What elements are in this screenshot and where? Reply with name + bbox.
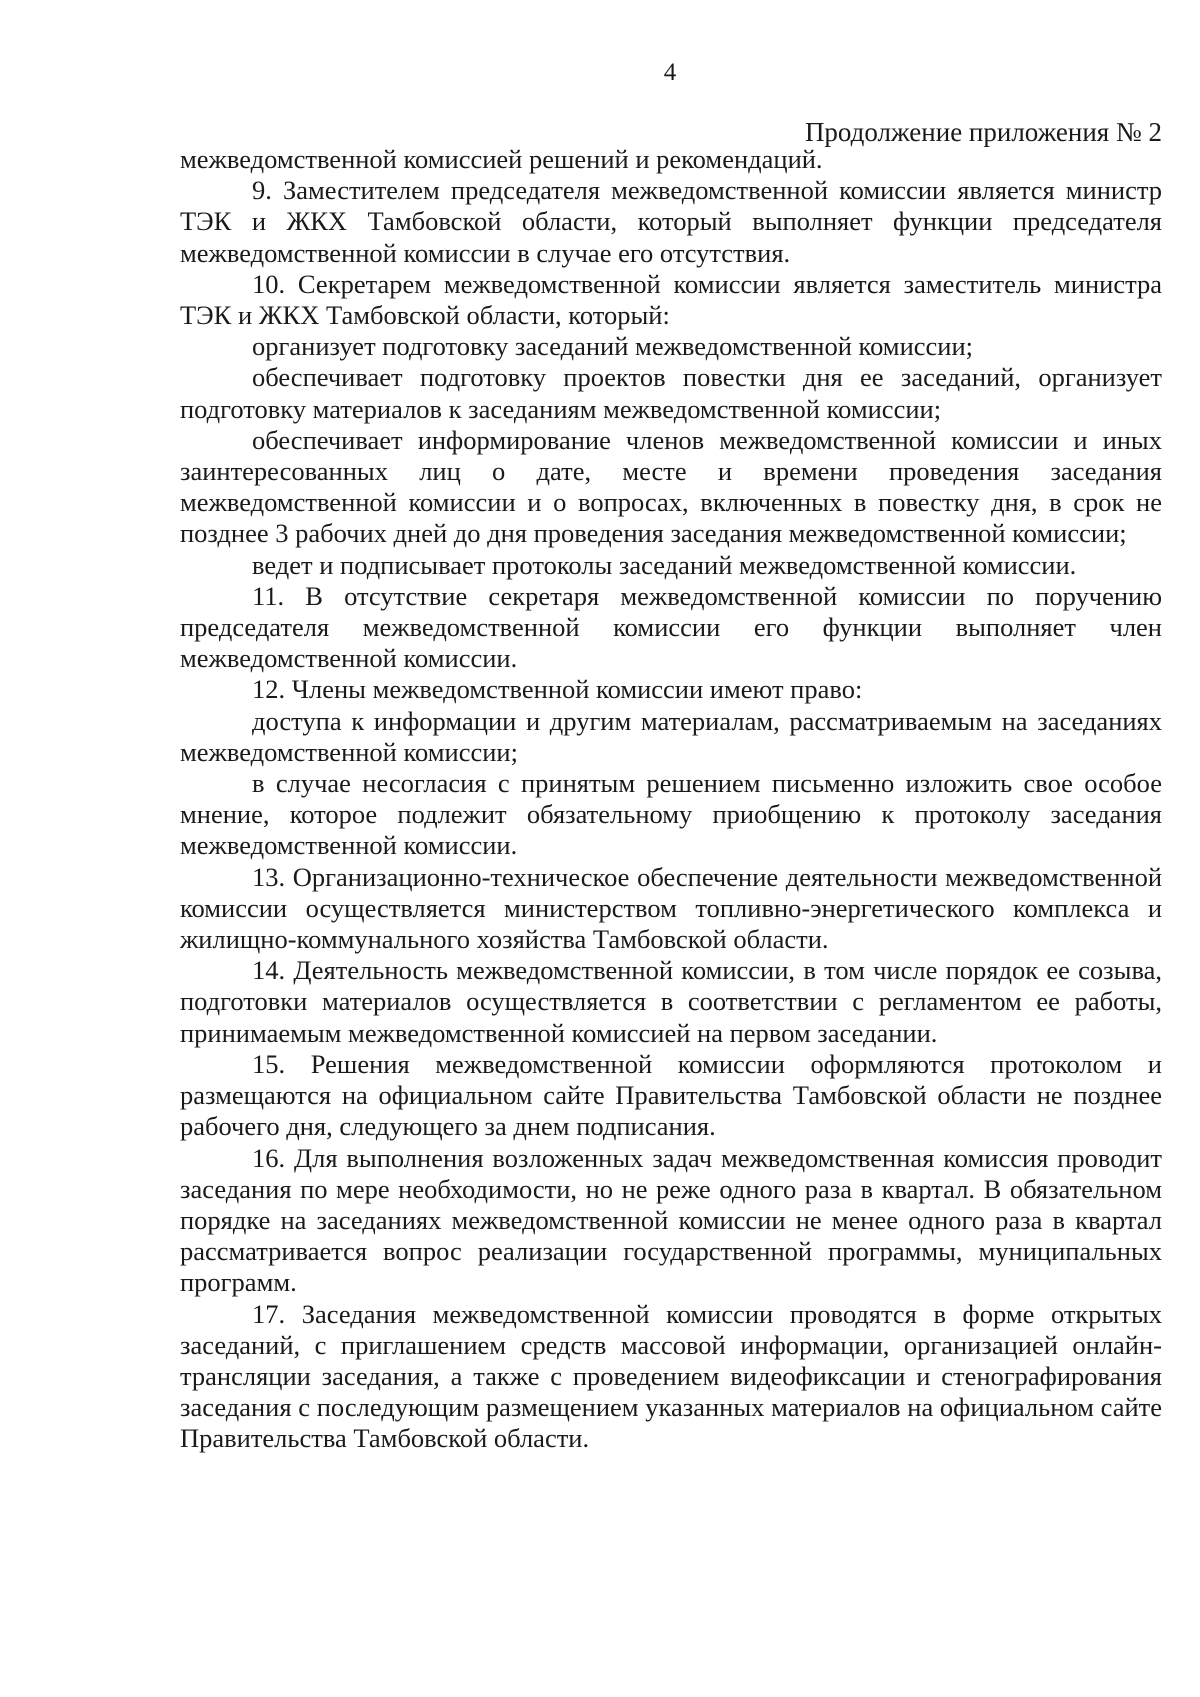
paragraph-item-11: 11. В отсутствие секретаря межведомственной комиссии по поручению председателя межведомственной комиссии его функции выполняет член межведомственной комиссии.	[180, 580, 1162, 674]
paragraph-secretary-duty-1: организует подготовку заседаний межведомственной комиссии;	[252, 331, 974, 362]
paragraph-item-17: 17. Заседания межведомственной комиссии проводятся в форме открытых заседаний, с приглашением средств массовой информации, организацией онлайн-трансляции заседания, а также с проведением видеофиксации и стенографирования заседания с последующим размещением указанных материалов на официальном сайте Правительства Тамбовской области.	[180, 1298, 1162, 1454]
paragraph-item-12: 12. Члены межведомственной комиссии имеют право:	[252, 674, 863, 705]
paragraph-item-13: 13. Организационно-техническое обеспечение деятельности межведомственной комиссии осуществляется министерством топливно-энергетического комплекса и жилищно-коммунального хозяйства Тамбовской области.	[180, 861, 1162, 955]
paragraph-secretary-duty-2: обеспечивает подготовку проектов повестки дня ее заседаний, организует подготовку материалов к заседаниям межведомственной комиссии;	[180, 362, 1162, 424]
paragraph-secretary-duty-4: ведет и подписывает протоколы заседаний межведомственной комиссии.	[252, 549, 1077, 580]
paragraph-item-15: 15. Решения межведомственной комиссии оформляются протоколом и размещаются на официальном сайте Правительства Тамбовской области не позднее рабочего дня, следующего за днем подписания.	[180, 1048, 1162, 1142]
paragraph-item-9: 9. Заместителем председателя межведомственной комиссии является министр ТЭК и ЖКХ Тамбовской области, который выполняет функции председателя межведомственной комиссии в случае его отсутствия.	[180, 175, 1162, 268]
page-number: 4	[663, 59, 677, 86]
paragraph-item-10: 10. Секретарем межведомственной комиссии является заместитель министра ТЭК и ЖКХ Тамбовской области, который:	[180, 268, 1162, 331]
paragraph-continuation: межведомственной комиссией решений и рекомендаций.	[180, 144, 823, 174]
paragraph-secretary-duty-3: обеспечивает информирование членов межведомственной комиссии и иных заинтересованных лиц о дате, месте и времени проведения заседания межведомственной комиссии и о вопросах, включенных в повестку дня, в срок не позднее 3 рабочих дней до дня проведения заседания межведомственной комиссии;	[180, 424, 1162, 549]
paragraph-item-14: 14. Деятельность межведомственной комиссии, в том числе порядок ее созыва, подготовки материалов осуществляется в соответствии с регламентом ее работы, принимаемым межведомственной комиссией на первом заседании.	[180, 955, 1162, 1048]
paragraph-item-16: 16. Для выполнения возложенных задач межведомственная комиссия проводит заседания по мере необходимости, но не реже одного раза в квартал. В обязательном порядке на заседаниях межведомственной комиссии не менее одного раза в квартал рассматривается вопрос реализации государственной программы, муниципальных программ.	[180, 1142, 1162, 1298]
paragraph-member-right-1: доступа к информации и другим материалам, рассматриваемым на заседаниях межведомственной комиссии;	[180, 705, 1162, 767]
document-body	[180, 144, 1162, 1455]
appendix-continuation-note: Продолжение приложения № 2	[804, 117, 1162, 147]
paragraph-member-right-2: в случае несогласия с принятым решением письменно изложить свое особое мнение, которое подлежит обязательному приобщению к протоколу заседания межведомственной комиссии.	[180, 768, 1162, 861]
